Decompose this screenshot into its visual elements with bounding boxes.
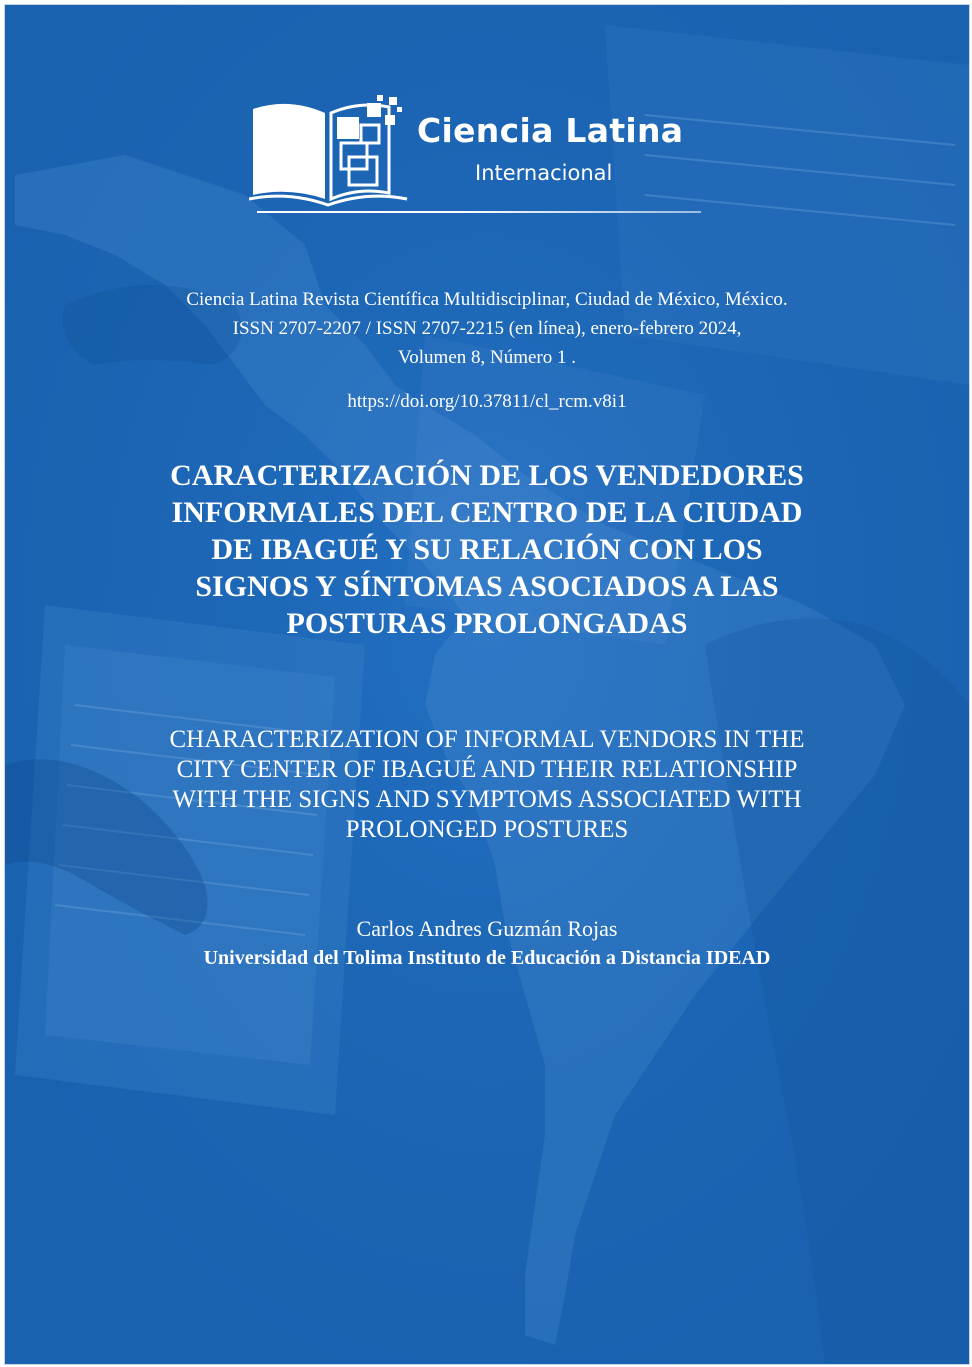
title-english [125,725,849,845]
journal-logo [249,95,709,219]
title-spanish [115,457,859,642]
brand-name: Ciencia Latina [417,111,684,150]
author-name: Carlos Andres Guzmán Rojas [356,916,618,941]
journal-cover-page [4,4,970,1365]
journal-info-line-1: Ciencia Latina Revista Científica Multidisciplinar, Ciudad de México, México. [186,289,788,310]
title-es-line-3: DE IBAGUÉ Y SU RELACIÓN CON LOS [211,533,763,566]
author-affiliation: Universidad del Tolima Instituto de Educación a Distancia IDEAD [203,947,771,969]
brand-subtitle: Internacional [475,161,613,185]
title-en-line-1: CHARACTERIZATION OF INFORMAL VENDORS IN THE [169,726,805,753]
title-en-line-3: WITH THE SIGNS AND SYMPTOMS ASSOCIATED WITH [172,786,802,813]
title-es-line-4: SIGNOS Y SÍNTOMAS ASOCIADOS A LAS [195,570,779,603]
doi-link[interactable]: https://doi.org/10.37811/cl_rcm.v8i1 [347,391,627,412]
title-es-line-2: INFORMALES DEL CENTRO DE LA CIUDAD [171,496,803,529]
journal-info-line-3: Volumen 8, Número 1 . [397,347,577,368]
title-en-line-2: CITY CENTER OF IBAGUÉ AND THEIR RELATIONSHIP [176,756,798,783]
title-es-line-1: CARACTERIZACIÓN DE LOS VENDEDORES [170,459,804,492]
title-en-line-4: PROLONGED POSTURES [345,816,629,843]
open-book-pixel-logo-icon [249,95,409,207]
logo-divider [257,211,701,213]
journal-info-line-2: ISSN 2707-2207 / ISSN 2707-2215 (en línea), enero-febrero 2024, [232,318,742,339]
title-es-line-5: POSTURAS PROLONGADAS [286,607,688,640]
